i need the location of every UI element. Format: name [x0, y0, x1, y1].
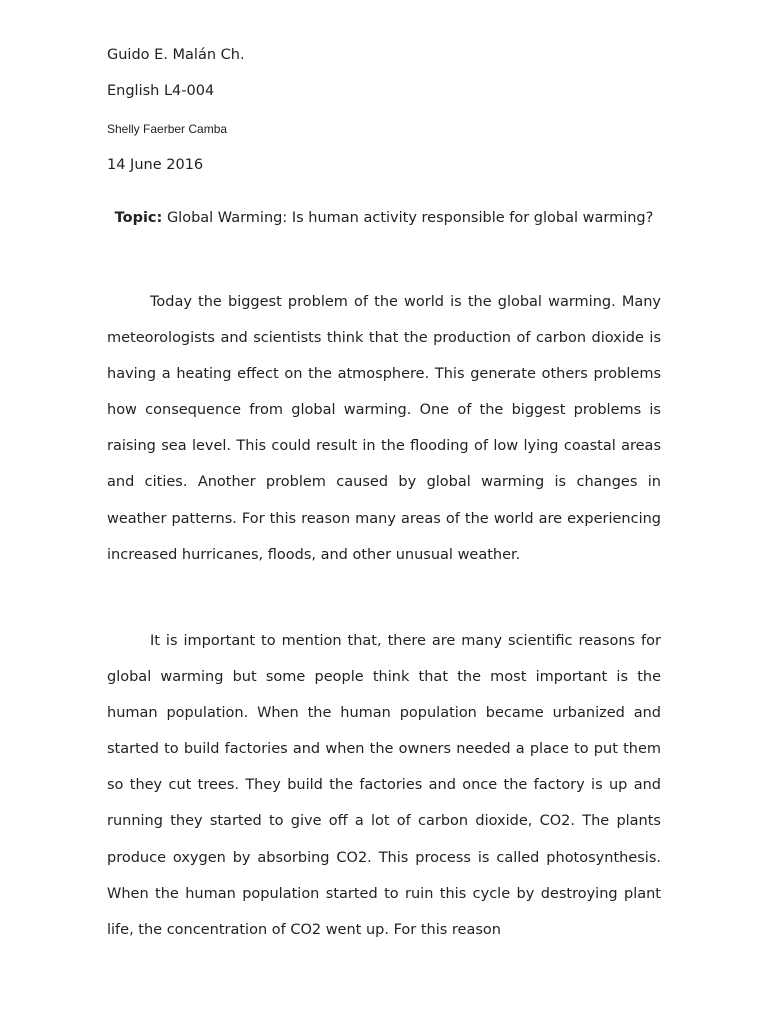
- topic-label: Topic:: [114, 210, 163, 226]
- instructor-name: Shelly Faerber Camba: [107, 122, 228, 136]
- body-paragraph-1: Today the biggest problem of the world is the global warming. Many meteorologists and scientists think that the production of carbon dioxide is having a heating effect on the atmosphere. This generate others problems how consequence from global warming. One of the biggest problems is raising sea level. This could result in the flooding of low lying coastal areas and cities. Another problem caused by global warming is changes in weather patterns. For this reason many areas of the world are experiencing increased hurricanes, floods, and other unusual weather.: [107, 294, 661, 563]
- author-name: Guido E. Malán Ch.: [107, 47, 245, 63]
- body-paragraph-2: It is important to mention that, there are many scientific reasons for global warming but some people think that the most important is the human population. When the human population became urbanized and started to build factories and when the owners needed a place to put them so they cut trees. They build the factories and once the factory is up and running they started to give off a lot of carbon dioxide, CO2. The plants produce oxygen by absorbing CO2. This process is called photosynthesis. When the human population started to ruin this cycle by destroying plant life, the concentration of CO2 went up. For this reason: [107, 633, 661, 938]
- document-date: 14 June 2016: [107, 157, 204, 173]
- course-code: English L4-004: [107, 83, 215, 99]
- topic-text: Global Warming: Is human activity responsible for global warming?: [166, 210, 654, 226]
- topic-heading: [107, 200, 661, 236]
